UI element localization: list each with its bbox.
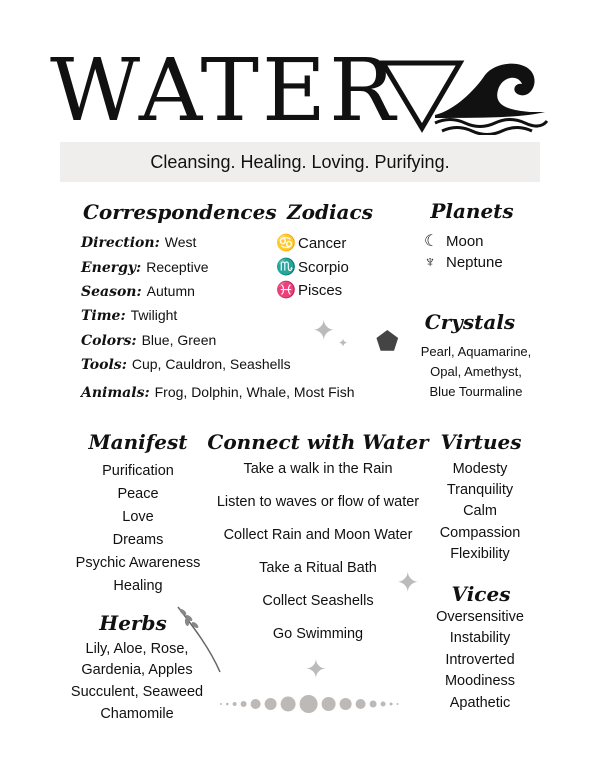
zodiacs-heading: Zodiacs	[287, 200, 373, 224]
correspondence-value: Receptive	[146, 259, 209, 275]
virtues-item: Modesty	[452, 461, 508, 477]
correspondence-value: Twilight	[130, 307, 178, 323]
moon-phase-dot	[300, 695, 318, 713]
planets-name: Moon	[446, 233, 484, 250]
manifest-item: Love	[122, 509, 154, 525]
vices-item: Apathetic	[449, 695, 511, 711]
planets-name: Neptune	[446, 254, 503, 271]
correspondence-label: Tools:	[81, 357, 127, 373]
moon-phase-dots	[218, 692, 423, 716]
planets-item	[424, 254, 503, 272]
herbs-heading: Herbs	[99, 611, 167, 635]
connect-item: Go Swimming	[272, 626, 364, 642]
zodiacs-item	[276, 257, 349, 277]
sparkle-icon: ✦	[338, 336, 349, 350]
correspondence-label: Colors:	[81, 333, 137, 349]
virtues-item: Tranquility	[446, 482, 514, 498]
connect-heading: Connect with Water	[207, 430, 429, 454]
moon-phase-dot	[381, 702, 386, 707]
vices-item: Introverted	[445, 652, 515, 668]
moon-phase-dot	[226, 703, 229, 706]
connect-item: Take a walk in the Rain	[243, 461, 393, 477]
zodiacs-item	[276, 233, 346, 253]
planet-symbol-icon: ♆	[424, 254, 436, 271]
correspondence-row	[81, 307, 177, 324]
virtues-item: Flexibility	[450, 546, 510, 562]
virtues-item: Calm	[463, 503, 497, 519]
vices-item: Instability	[449, 630, 511, 646]
correspondence-label: Direction:	[81, 235, 160, 251]
correspondence-value: Frog, Dolphin, Whale, Most Fish	[154, 384, 355, 400]
correspondence-value: Cup, Cauldron, Seashells	[131, 356, 291, 372]
connect-item: Collect Rain and Moon Water	[223, 527, 413, 543]
manifest-item: Healing	[113, 578, 163, 594]
zodiacs-name: Scorpio	[298, 259, 349, 276]
crystals-item: Opal, Amethyst,	[430, 364, 522, 379]
sparkle-icon: ✦	[305, 654, 327, 684]
herbs-item: Chamomile	[100, 706, 174, 722]
correspondence-row	[81, 283, 195, 300]
virtues-item: Compassion	[439, 525, 521, 541]
vices-heading: Vices	[451, 582, 511, 606]
moon-phase-dot	[322, 697, 336, 711]
moon-phase-dot	[397, 703, 399, 705]
moon-phase-dot	[356, 699, 366, 709]
water-element-logo	[380, 60, 552, 135]
moon-phase-dot	[241, 701, 247, 707]
page-title: WATER	[50, 41, 399, 141]
correspondence-value: West	[164, 234, 197, 250]
tagline: Cleansing. Healing. Loving. Purifying.	[150, 151, 450, 172]
connect-item: Listen to waves or flow of water	[216, 494, 420, 510]
zodiacs-name: Cancer	[298, 235, 347, 252]
manifest-heading: Manifest	[88, 430, 188, 454]
crystals-heading: Crystals	[424, 310, 516, 334]
manifest-item: Psychic Awareness	[75, 555, 201, 571]
zodiacs-item	[276, 280, 342, 300]
correspondence-value: Blue, Green	[141, 332, 217, 348]
planets-item	[424, 231, 484, 251]
vices-item: Oversensitive	[436, 609, 524, 625]
crystals-item: Pearl, Aquamarine,	[420, 344, 532, 359]
connect-item: Collect Seashells	[262, 593, 374, 609]
moon-phase-dot	[233, 702, 237, 706]
moon-phase-dot	[251, 699, 261, 709]
planets-heading: Planets	[430, 199, 514, 223]
correspondence-value: Autumn	[146, 283, 195, 299]
sparkle-icon: ✦	[312, 315, 336, 346]
crystals-item: Blue Tourmaline	[429, 384, 523, 399]
correspondence-label: Animals:	[81, 385, 150, 401]
connect-item: Take a Ritual Bath	[259, 560, 377, 576]
tagline-banner	[60, 142, 540, 182]
zodiacs-name: Pisces	[298, 282, 343, 299]
moon-phase-dot	[370, 701, 377, 708]
moon-phase-dot	[390, 703, 393, 706]
zodiac-symbol-icon: ♏	[276, 259, 296, 276]
correspondence-row	[81, 234, 196, 251]
correspondence-label: Time:	[81, 308, 126, 324]
correspondence-row	[81, 332, 216, 349]
zodiac-symbol-icon: ♓	[276, 282, 296, 299]
correspondence-row	[81, 356, 291, 373]
herbs-item: Lily, Aloe, Rose,	[85, 641, 189, 657]
crystal-icon: ⬟	[376, 326, 399, 356]
manifest-item: Purification	[102, 463, 174, 479]
correspondence-row	[81, 259, 209, 276]
zodiac-symbol-icon: ♋	[276, 235, 296, 252]
virtues-heading: Virtues	[440, 430, 522, 454]
moon-phase-dot	[281, 697, 296, 712]
moon-phase-dot	[340, 698, 352, 710]
correspondences-heading: Correspondences	[83, 200, 277, 224]
moon-phase-dot	[265, 698, 277, 710]
correspondence-label: Energy:	[81, 260, 142, 276]
vices-item: Moodiness	[444, 673, 516, 689]
herbs-item: Succulent, Seaweed	[70, 684, 204, 700]
correspondence-label: Season:	[81, 284, 142, 300]
correspondence-row	[81, 384, 355, 401]
herbs-item: Gardenia, Apples	[81, 662, 193, 678]
sparkle-icon: ✦	[396, 567, 420, 598]
moon-phase-dot	[220, 703, 222, 705]
manifest-item: Peace	[117, 486, 159, 502]
manifest-item: Dreams	[112, 532, 164, 548]
planet-symbol-icon: ☾	[424, 233, 439, 250]
